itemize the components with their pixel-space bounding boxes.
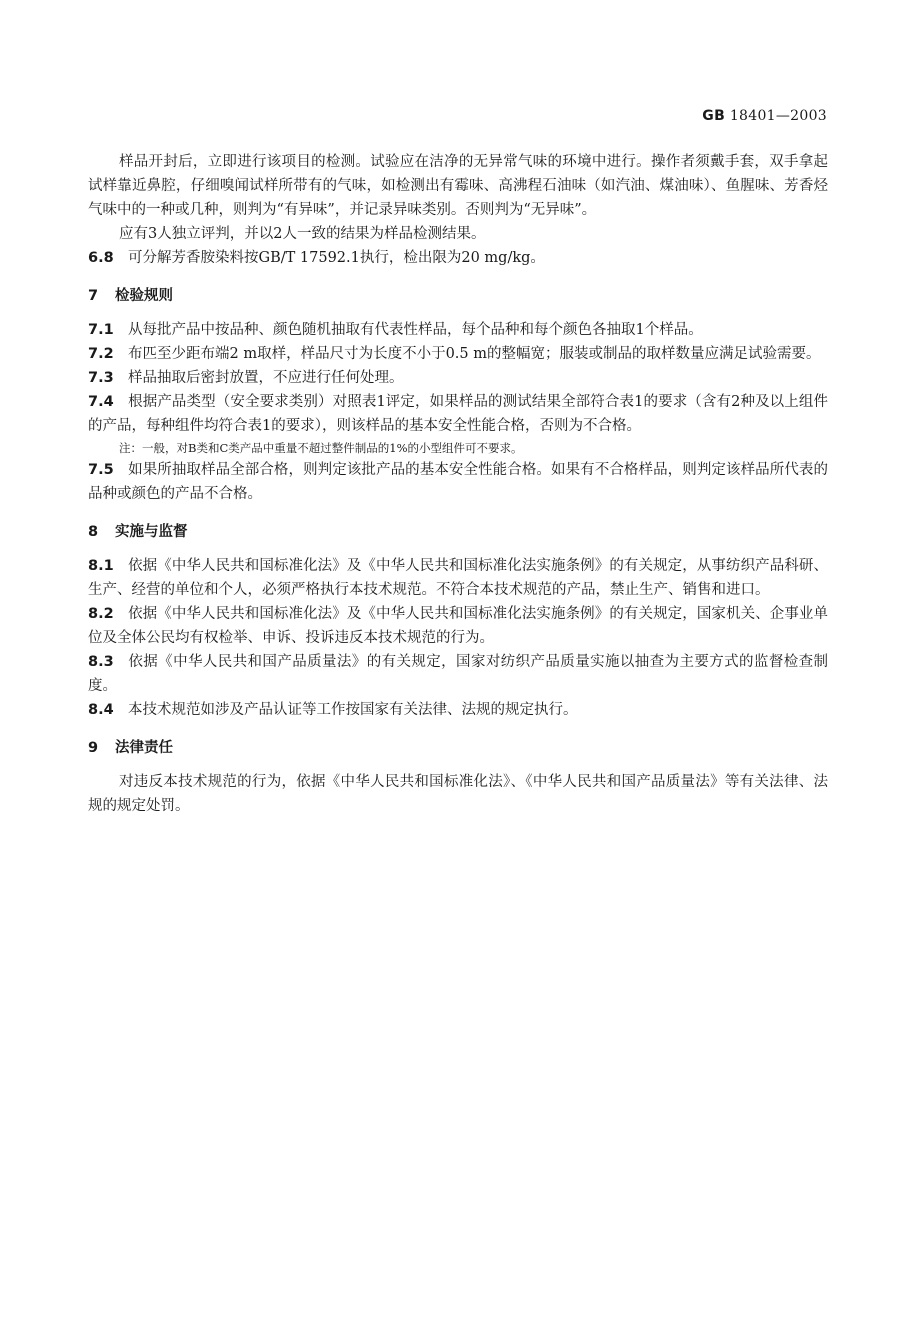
clause-text: 从每批产品中按品种、颜色随机抽取有代表性样品，每个品种和每个颜色各抽取1个样品。 <box>128 322 703 338</box>
document-id <box>702 108 827 124</box>
clause-number: 7.2 <box>88 346 114 362</box>
section-9-paragraph: 对违反本技术规范的行为，依据《中华人民共和国标准化法》、《中华人民共和国产品质量法》等有关法律、法规的规定处罚。 <box>88 774 828 814</box>
intro-paragraph-odor-test: 样品开封后，立即进行该项目的检测。试验应在洁净的无异常气味的环境中进行。操作者须戴手套，双手拿起试样靠近鼻腔，仔细嗅闻试样所带有的气味，如检测出有霉味、高沸程石油味（如汽油、煤油味）、鱼腥味、芳香烃气味中的一种或几种，则判为“有异味”，并记录异味类别。否则判为“无异味”。 <box>88 154 828 218</box>
clause-7-1 <box>88 318 828 342</box>
clause-7-2 <box>88 342 828 366</box>
clause-text: 布匹至少距布端2 m取样，样品尺寸为长度不小于0.5 m的整幅宽；服装或制品的取样数量应满足试验需要。 <box>128 346 821 362</box>
document-id-prefix: GB <box>702 108 726 124</box>
clause-text: 如果所抽取样品全部合格，则判定该批产品的基本安全性能合格。如果有不合格样品，则判定该样品所代表的品种或颜色的产品不合格。 <box>88 462 828 502</box>
section-number: 7 <box>88 288 99 304</box>
section-heading-8 <box>88 520 828 544</box>
section-title: 法律责任 <box>115 740 173 756</box>
clause-number: 8.1 <box>88 558 114 574</box>
clause-7-5 <box>88 458 828 506</box>
section-heading-7 <box>88 284 828 308</box>
clause-6-8 <box>88 246 828 270</box>
clause-8-1 <box>88 554 828 602</box>
clause-text: 本技术规范如涉及产品认证等工作按国家有关法律、法规的规定执行。 <box>128 702 578 718</box>
document-body <box>88 150 828 818</box>
document-id-number: 18401—2003 <box>729 108 827 124</box>
clause-number: 6.8 <box>88 250 114 266</box>
section-title: 检验规则 <box>115 288 173 304</box>
clause-8-4 <box>88 698 828 722</box>
clause-number: 8.2 <box>88 606 114 622</box>
clause-number: 7.5 <box>88 462 114 478</box>
clause-8-2 <box>88 602 828 650</box>
clause-number: 8.4 <box>88 702 114 718</box>
clause-8-3 <box>88 650 828 698</box>
clause-number: 7.4 <box>88 394 114 410</box>
clause-text: 样品抽取后密封放置，不应进行任何处理。 <box>128 370 404 386</box>
clause-number: 7.1 <box>88 322 114 338</box>
clause-number: 8.3 <box>88 654 114 670</box>
section-number: 8 <box>88 524 99 540</box>
clause-text: 依据《中华人民共和国标准化法》及《中华人民共和国标准化法实施条例》的有关规定，从事纺织产品科研、生产、经营的单位和个人，必须严格执行本技术规范。不符合本技术规范的产品，禁止生产、销售和进口。 <box>88 558 828 598</box>
note-7-4: 注：一般，对B类和C类产品中重量不超过整件制品的1%的小型组件可不要求。 <box>119 441 523 455</box>
section-heading-9 <box>88 736 828 760</box>
clause-text: 根据产品类型（安全要求类别）对照表1评定，如果样品的测试结果全部符合表1的要求（含有2种及以上组件的产品，每种组件均符合表1的要求），则该样品的基本安全性能合格，否则为不合格。 <box>88 394 828 434</box>
section-number: 9 <box>88 740 99 756</box>
section-title: 实施与监督 <box>115 524 188 540</box>
intro-paragraph-evaluators: 应有3人独立评判，并以2人一致的结果为样品检测结果。 <box>119 226 486 242</box>
clause-7-3 <box>88 366 828 390</box>
clause-number: 7.3 <box>88 370 114 386</box>
clause-7-4 <box>88 390 828 438</box>
clause-text: 可分解芳香胺染料按GB/T 17592.1执行，检出限为20 mg/kg。 <box>128 250 545 266</box>
clause-text: 依据《中华人民共和国标准化法》及《中华人民共和国标准化法实施条例》的有关规定，国家机关、企事业单位及全体公民均有权检举、申诉、投诉违反本技术规范的行为。 <box>88 606 828 646</box>
clause-text: 依据《中华人民共和国产品质量法》的有关规定，国家对纺织产品质量实施以抽查为主要方式的监督检查制度。 <box>88 654 828 694</box>
